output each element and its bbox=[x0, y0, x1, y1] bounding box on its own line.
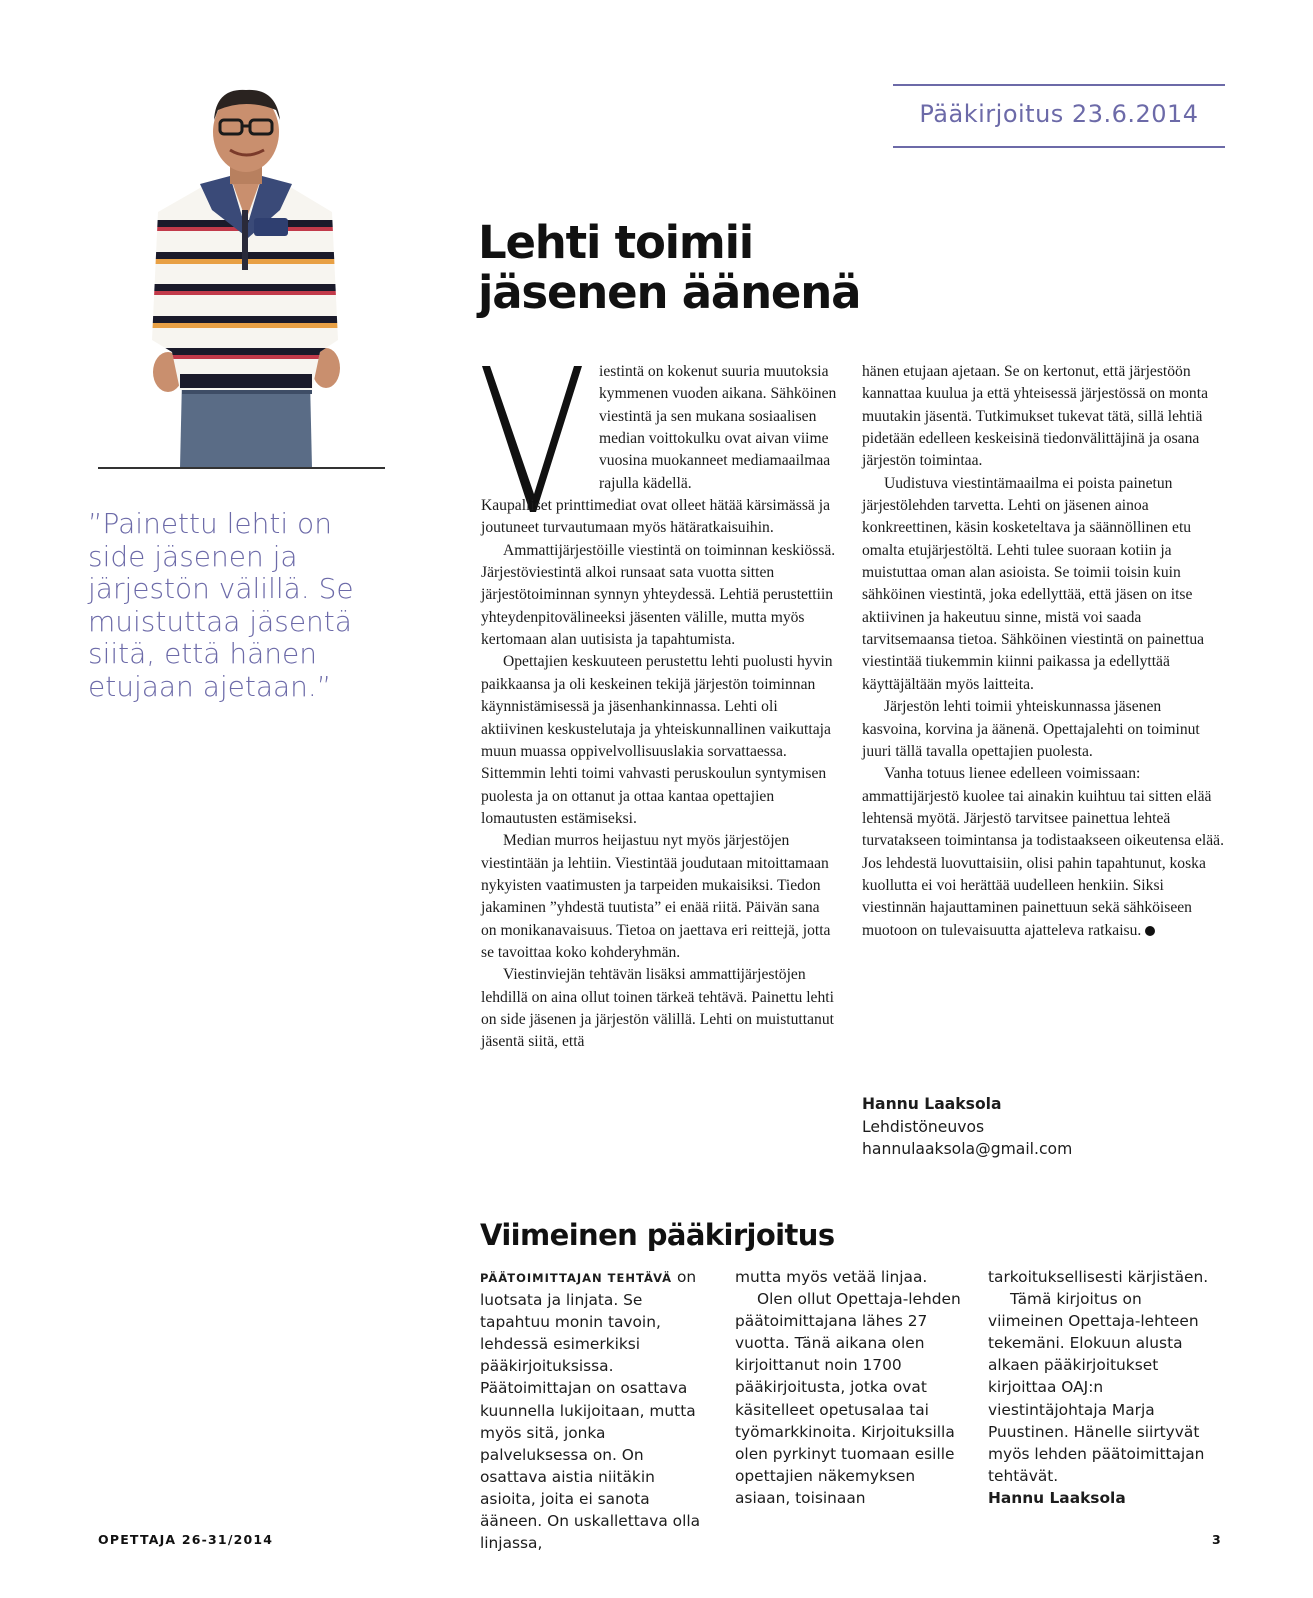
section-date-header: Pääkirjoitus 23.6.2014 bbox=[919, 100, 1199, 128]
second-article-signature: Hannu Laaksola bbox=[988, 1488, 1126, 1507]
author-email[interactable]: hannulaaksola@gmail.com bbox=[862, 1140, 1073, 1158]
article-paragraph-5-cont: hänen etujaan ajetaan. Se on kertonut, että järjestöön kannattaa kuulua ja että yhteisessä järjestössä on monta muutakin jäsentä. Tutkimukset tukevat tätä, sillä lehtiä pidetään edelleen keskeisinä tiedonvälittäjinä ja osana järjestön toimintaa. bbox=[862, 363, 1208, 470]
end-mark-icon bbox=[1145, 926, 1155, 936]
photo-rule bbox=[98, 467, 385, 469]
author-role: Lehdistöneuvos bbox=[862, 1117, 985, 1136]
second-article-col2-a: mutta myös vetää linjaa. bbox=[735, 1268, 928, 1286]
article-paragraph-5: Viestinviejän tehtävän lisäksi ammattijärjestöjen lehdillä on aina ollut toinen tärkeä tehtävä. Painettu lehti on side jäsenen ja järjestön välillä. Lehti on muistuttanut jäsentä siitä, että bbox=[481, 966, 834, 1051]
article-title bbox=[478, 218, 878, 318]
article-paragraph-3: Opettajien keskuuteen perustettu lehti puolusti hyvin paikkaansa ja oli keskeinen tekijä järjestön toiminnan käynnistämisessä ja jäsenhankinnassa. Lehti oli aktiivinen keskustelutaja ja yhteiskunnallinen vaikuttaja muun muassa oppivelvollisuuslakia sorvattaessa. Sittemmin lehti toimi vahvasti peruskoulun syntymisen puolesta ja on ottanut ja ottaa kantaa opettajien lomautusten estämiseksi. bbox=[481, 653, 833, 827]
article-title-line-2: jäsenen äänenä bbox=[478, 266, 861, 319]
article-paragraph-4: Median murros heijastuu nyt myös järjestöjen viestintään ja lehtiin. Viestintää joudutaan mitoittamaan nykyisten vaatimusten ja tarpeiden mukaisiksi. Tiedon jakaminen ”yhdestä tuutista” ei enää riitä. Päivän sana on monikanavaisuus. Tietoa on jaettava eri reittejä, jotta se tavoittaa koko kohderyhmän. bbox=[481, 832, 831, 961]
article-paragraph-1-lead: iestintä on kokenut suuria muutoksia kymmenen vuoden aikana. Sähköinen viestintä ja sen mukana sosiaalisen median voittokulku ovat aivan viime vuosina muokanneet mediamaailmaa rajulla kädellä. bbox=[599, 363, 837, 492]
second-article-column-2 bbox=[735, 1266, 967, 1509]
article-title-line-1: Lehti toimii bbox=[478, 216, 754, 269]
second-article-lead bbox=[480, 1266, 712, 1554]
header-rule-bottom bbox=[893, 146, 1225, 148]
header-rule-top bbox=[893, 84, 1225, 86]
article-paragraph-8-text: Vanha totuus lienee edelleen voimissaan: ammattijärjestö kuolee tai ainakin kuihtuu tai sitten elää lehtensä myötä. Järjestö tarvitsee painettua lehteä turvatakseen toimintansa ja todistaakseen oikeutensa elää. Jos lehdestä luovuttaisiin, olisi pahin tapahtunut, koska kuollutta ei voi herättää uudelleen henkiin. Siksi viestinnän hajauttaminen painettuun sekä sähköiseen muotoon on tulevaisuutta ajatteleva ratkaisu. bbox=[862, 765, 1224, 939]
second-article-column-3 bbox=[988, 1266, 1220, 1509]
article-paragraph-2: Ammattijärjestöille viestintä on toiminnan keskiössä. Järjestöviestintä alkoi runsaat sata vuotta sitten järjestötoiminnan synnyn yhteydessä. Lehtiä perustettiin yhteydenpitovälineeksi jäsenten välille, mutta myös kertomaan alan uutisista ja tapahtumista. bbox=[481, 541, 836, 649]
footer-publication: OPETTAJA 26-31/2014 bbox=[98, 1532, 274, 1547]
second-article-col1-text: on luotsata ja linjata. Se tapahtuu monin tavoin, lehdessä esimerkiksi pääkirjoituksissa. Päätoimittajan on osattava kuunnella lukijoitaan, mutta myös sitä, jonka palveluksessa on. On osattava aistia niitäkin asioita, joita ei sanota ääneen. On uskallettava olla linjassa, bbox=[480, 1268, 701, 1553]
article-paragraph-1-rest: Kaupalliset printtimediat ovat olleet hätää kärsimässä ja joutuneet turvautumaan myös hätäratkaisuihin. bbox=[481, 497, 831, 537]
author-photo bbox=[130, 80, 360, 468]
article-column-2 bbox=[862, 361, 1224, 942]
lead-in-caps: PÄÄTOIMITTAJAN TEHTÄVÄ bbox=[480, 1271, 673, 1285]
author-signature bbox=[862, 1093, 1072, 1161]
article-paragraph-8 bbox=[862, 763, 1224, 942]
second-article-col2-b: Olen ollut Opettaja-lehden päätoimittajana lähes 27 vuotta. Tänä aikana olen kirjoittanut noin 1700 pääkirjoitusta, jotka ovat käsitelleet opetusalaa tai työmarkkinoita. Kirjoituksilla olen pyrkinyt tuomaan esille opettajien näkemyksen asiaan, toisinaan bbox=[735, 1290, 961, 1507]
second-article-title: Viimeinen pääkirjoitus bbox=[480, 1218, 835, 1252]
article-paragraph-7: Järjestön lehti toimii yhteiskunnassa jäsenen kasvoina, korvina ja äänenä. Opettajalehti on toiminut juuri tällä tavalla opettajien puolesta. bbox=[862, 698, 1200, 760]
second-article-column-1 bbox=[480, 1266, 712, 1554]
second-article-col3-a: tarkoituksellisesti kärjistäen. bbox=[988, 1268, 1209, 1286]
footer-page-number: 3 bbox=[1212, 1532, 1222, 1547]
second-article-col3-b: Tämä kirjoitus on viimeinen Opettaja-lehteen tekemäni. Elokuun alusta alkaen pääkirjoitukset kirjoittaa OAJ:n viestintäjohtaja Marja Puustinen. Hänelle siirtyvät myös lehden päätoimittajan tehtävät. bbox=[988, 1290, 1205, 1485]
author-name: Hannu Laaksola bbox=[862, 1095, 1002, 1113]
article-column-1 bbox=[481, 361, 838, 1054]
article-paragraph-6: Uudistuva viestintämaailma ei poista painetun järjestölehden tarvetta. Lehti on jäsenen ainoa konkreettinen, käsin kosketeltava ja säännöllinen etu omalta etujärjestöltä. Lehti tulee suoraan kotiin ja muistuttaa oman alan asioista. Se toimii toisin kuin sähköinen viestintä, joka edellyttää, että jäsen on itse aktiivinen ja hakeutuu sinne, mistä voi saada tarvitsemaansa tietoa. Sähköinen viestintä on painettua viestintää tiukemmin kiinni paikassa ja edellyttää käyttäjältään myös laitteita. bbox=[862, 474, 1205, 693]
pull-quote: ”Painettu lehti on side jäsenen ja järjestön välillä. Se muistuttaa jäsentä siitä, että hänen etujaan ajetaan.” bbox=[88, 507, 354, 703]
